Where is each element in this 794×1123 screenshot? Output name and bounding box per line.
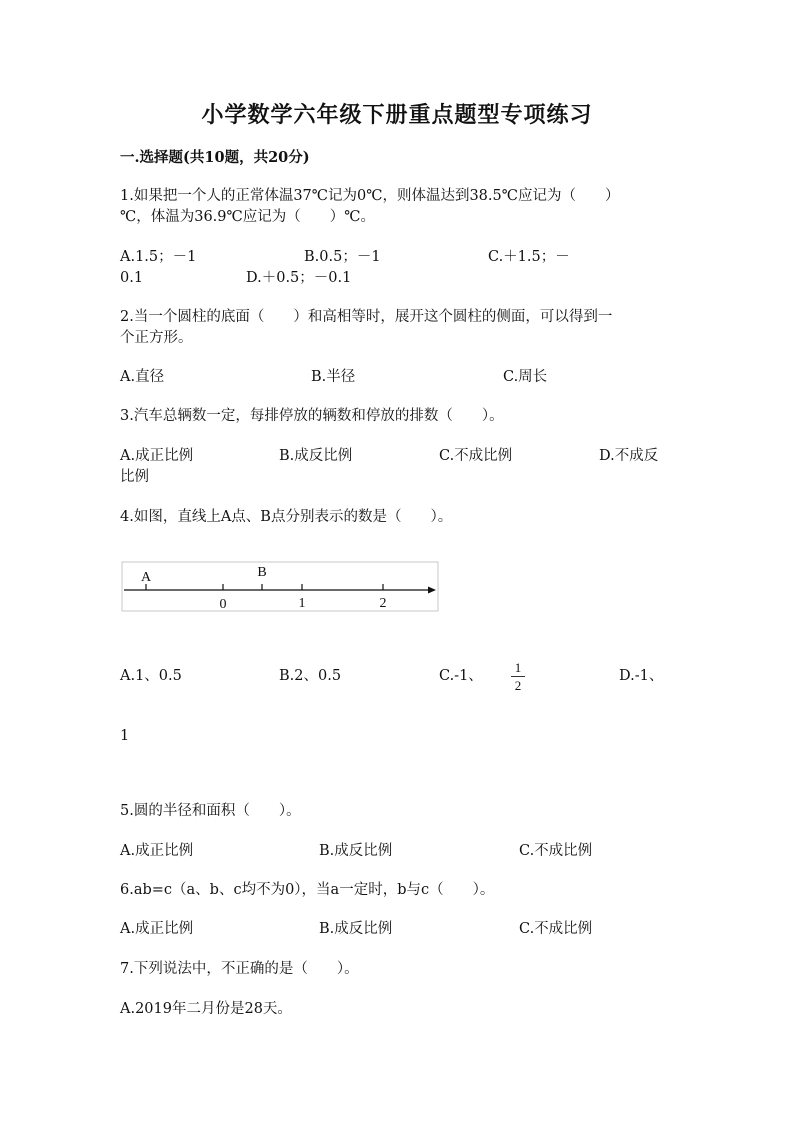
tick-label-2: 2 bbox=[379, 596, 387, 611]
tick-label-1: 1 bbox=[298, 596, 306, 611]
question-1-option-c: C.＋1.5；－ bbox=[488, 249, 570, 265]
question-2-line-1: 2.当一个圆柱的底面（ ）和高相等时，展开这个圆柱的侧面，可以得到一 bbox=[120, 309, 613, 325]
number-line-svg bbox=[120, 560, 440, 614]
question-1-option-c-cont: 0.1 bbox=[120, 270, 144, 286]
question-6-line-1: 6.ab=c（a、b、c均不为0），当a一定时，b与c（ ）。 bbox=[120, 882, 495, 898]
question-2-option-c: C.周长 bbox=[503, 369, 548, 385]
question-7-option-a: A.2019年二月份是28天。 bbox=[120, 1001, 292, 1017]
question-4-option-d: D.-1、 bbox=[619, 668, 664, 684]
question-7-line-1: 7.下列说法中，不正确的是（ ）。 bbox=[120, 961, 359, 977]
page-title: 小学数学六年级下册重点题型专项练习 bbox=[201, 102, 593, 128]
question-3-option-d: D.不成反 bbox=[599, 448, 659, 464]
question-3-option-a: A.成正比例 bbox=[120, 448, 194, 464]
question-4-option-c: C.-1、 bbox=[439, 668, 483, 684]
question-1-option-d: D.＋0.5；－0.1 bbox=[246, 270, 352, 286]
question-4-line-1: 4.如图，直线上A点、B点分别表示的数是（ ）。 bbox=[120, 509, 453, 525]
figure-border bbox=[122, 562, 438, 611]
question-6-option-a: A.成正比例 bbox=[120, 921, 194, 937]
section-heading: 一.选择题(共10题，共20分) bbox=[120, 149, 310, 166]
question-3-line-1: 3.汽车总辆数一定，每排停放的辆数和停放的排数（ ）。 bbox=[120, 408, 504, 424]
question-2-option-b: B.半径 bbox=[311, 369, 356, 385]
question-1-option-a: A.1.5；－1 bbox=[120, 249, 197, 265]
question-5-option-c: C.不成比例 bbox=[519, 843, 593, 859]
axis-arrow-icon bbox=[428, 587, 436, 594]
question-2-option-a: A.直径 bbox=[120, 369, 165, 385]
question-6-option-b: B.成反比例 bbox=[319, 921, 393, 937]
question-4-option-d-cont: 1 bbox=[120, 728, 130, 744]
tick-label-0: 0 bbox=[219, 597, 227, 612]
question-3-option-d-cont: 比例 bbox=[120, 469, 149, 485]
point-a-label: A bbox=[140, 570, 152, 585]
question-5-line-1: 5.圆的半径和面积（ ）。 bbox=[120, 803, 301, 819]
question-4-option-a: A.1、0.5 bbox=[120, 668, 182, 684]
question-2-line-2: 个正方形。 bbox=[120, 330, 193, 346]
question-1-line-1: 1.如果把一个人的正常体温37℃记为0℃，则体温达到38.5℃应记为（ ） bbox=[120, 188, 620, 204]
question-6-option-c: C.不成比例 bbox=[519, 921, 593, 937]
point-b-label: B bbox=[257, 565, 267, 580]
question-1-line-2: ℃，体温为36.9℃应记为（ ）℃。 bbox=[120, 209, 375, 225]
question-3-option-c: C.不成比例 bbox=[439, 448, 513, 464]
question-3-option-b: B.成反比例 bbox=[279, 448, 353, 464]
number-line-figure bbox=[120, 560, 440, 614]
fraction-numerator: 1 bbox=[514, 660, 522, 675]
question-4-option-b: B.2、0.5 bbox=[279, 668, 342, 684]
question-5-option-a: A.成正比例 bbox=[120, 843, 194, 859]
question-5-option-b: B.成反比例 bbox=[319, 843, 393, 859]
fraction-one-half bbox=[510, 660, 526, 693]
fraction-denominator: 2 bbox=[514, 678, 522, 693]
question-1-option-b: B.0.5；－1 bbox=[304, 249, 381, 265]
fraction-bar bbox=[511, 676, 525, 677]
